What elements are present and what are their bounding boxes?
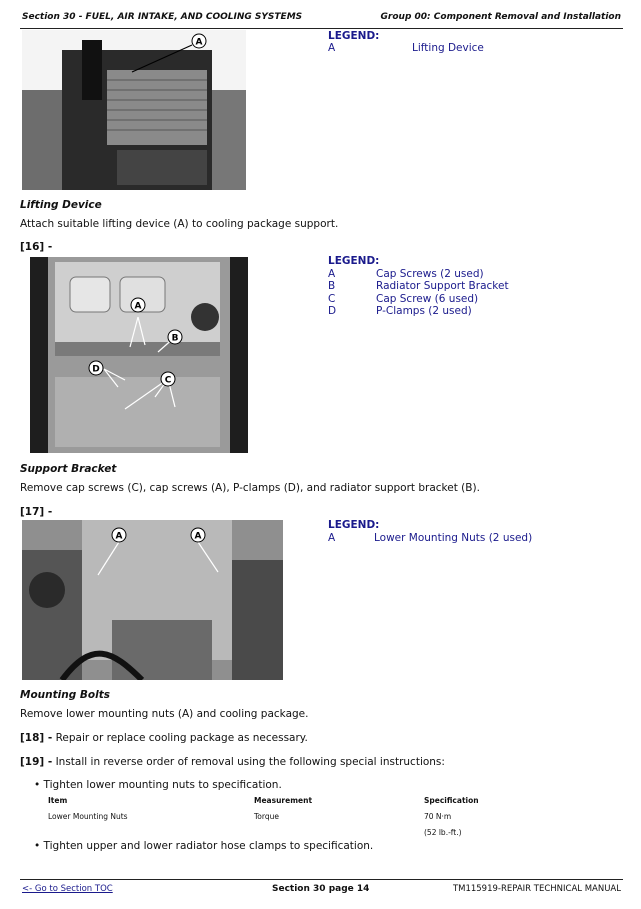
legend-key: A xyxy=(328,532,336,544)
legend-key: C xyxy=(328,293,336,305)
legend-title: LEGEND: xyxy=(328,519,380,531)
legend-text: Lifting Device xyxy=(412,42,484,54)
callout-b: B xyxy=(171,333,179,344)
section-heading-lifting-device: Lifting Device xyxy=(20,199,102,211)
legend-text: Cap Screws (2 used) xyxy=(376,268,484,280)
callout-a: A xyxy=(134,301,142,312)
legend-text: Cap Screw (6 used) xyxy=(376,293,479,305)
legend-text: Lower Mounting Nuts (2 used) xyxy=(374,532,533,544)
section-heading-support-bracket: Support Bracket xyxy=(20,463,117,475)
table-header-specification: Specification xyxy=(424,796,479,805)
section-heading-mounting-bolts: Mounting Bolts xyxy=(20,689,110,701)
instruction-text: Attach suitable lifting device (A) to cooling package support. xyxy=(20,218,339,230)
bullet-item: • Tighten lower mounting nuts to specification. xyxy=(34,779,282,791)
bullet-item: • Tighten upper and lower radiator hose clamps to specification. xyxy=(34,840,374,852)
header-divider xyxy=(20,28,623,29)
legend-title: LEGEND: xyxy=(328,30,380,42)
callout-c: C xyxy=(164,375,172,386)
callout-a: A xyxy=(195,37,203,48)
legend-key: A xyxy=(328,42,336,54)
step-17-label: [17] - xyxy=(20,506,53,518)
footer-manual-id: TM115919-REPAIR TECHNICAL MANUAL xyxy=(452,884,621,894)
table-cell-spec: 70 N·m xyxy=(424,812,452,821)
legend-text: Radiator Support Bracket xyxy=(376,280,509,292)
table-cell-measurement: Torque xyxy=(254,812,279,821)
legend-key: A xyxy=(328,268,336,280)
legend-key: B xyxy=(328,280,336,292)
header-group-title: Group 00: Component Removal and Installation xyxy=(380,12,621,22)
footer-divider xyxy=(20,879,623,880)
figure-lifting-device-photo xyxy=(22,30,246,190)
step-18: [18] - Repair or replace cooling package as necessary. xyxy=(20,732,308,744)
instruction-text: Remove lower mounting nuts (A) and cooling package. xyxy=(20,708,309,720)
callout-d: D xyxy=(92,364,100,375)
figure-mounting-bolts-photo xyxy=(22,520,283,680)
table-header-measurement: Measurement xyxy=(254,796,313,805)
go-to-section-toc-link[interactable]: <- Go to Section TOC xyxy=(22,884,113,894)
header-section-title: Section 30 - FUEL, AIR INTAKE, AND COOLING SYSTEMS xyxy=(22,12,303,22)
legend-title: LEGEND: xyxy=(328,255,380,267)
instruction-text: Remove cap screws (C), cap screws (A), P-clamps (D), and radiator support bracket (B). xyxy=(20,482,480,494)
table-cell-spec-alt: (52 lb.-ft.) xyxy=(424,828,462,837)
table-header-item: Item xyxy=(48,796,68,805)
step-16-label: [16] - xyxy=(20,241,53,253)
footer-page-number: Section 30 page 14 xyxy=(272,884,370,894)
callout-a: A xyxy=(115,531,123,542)
step-19: [19] - Install in reverse order of removal using the following special instructions: xyxy=(20,756,445,768)
callout-a: A xyxy=(194,531,202,542)
figure-support-bracket-photo xyxy=(30,257,248,453)
legend-key: D xyxy=(328,305,337,317)
table-cell-item: Lower Mounting Nuts xyxy=(48,812,128,821)
legend-text: P-Clamps (2 used) xyxy=(376,305,472,317)
